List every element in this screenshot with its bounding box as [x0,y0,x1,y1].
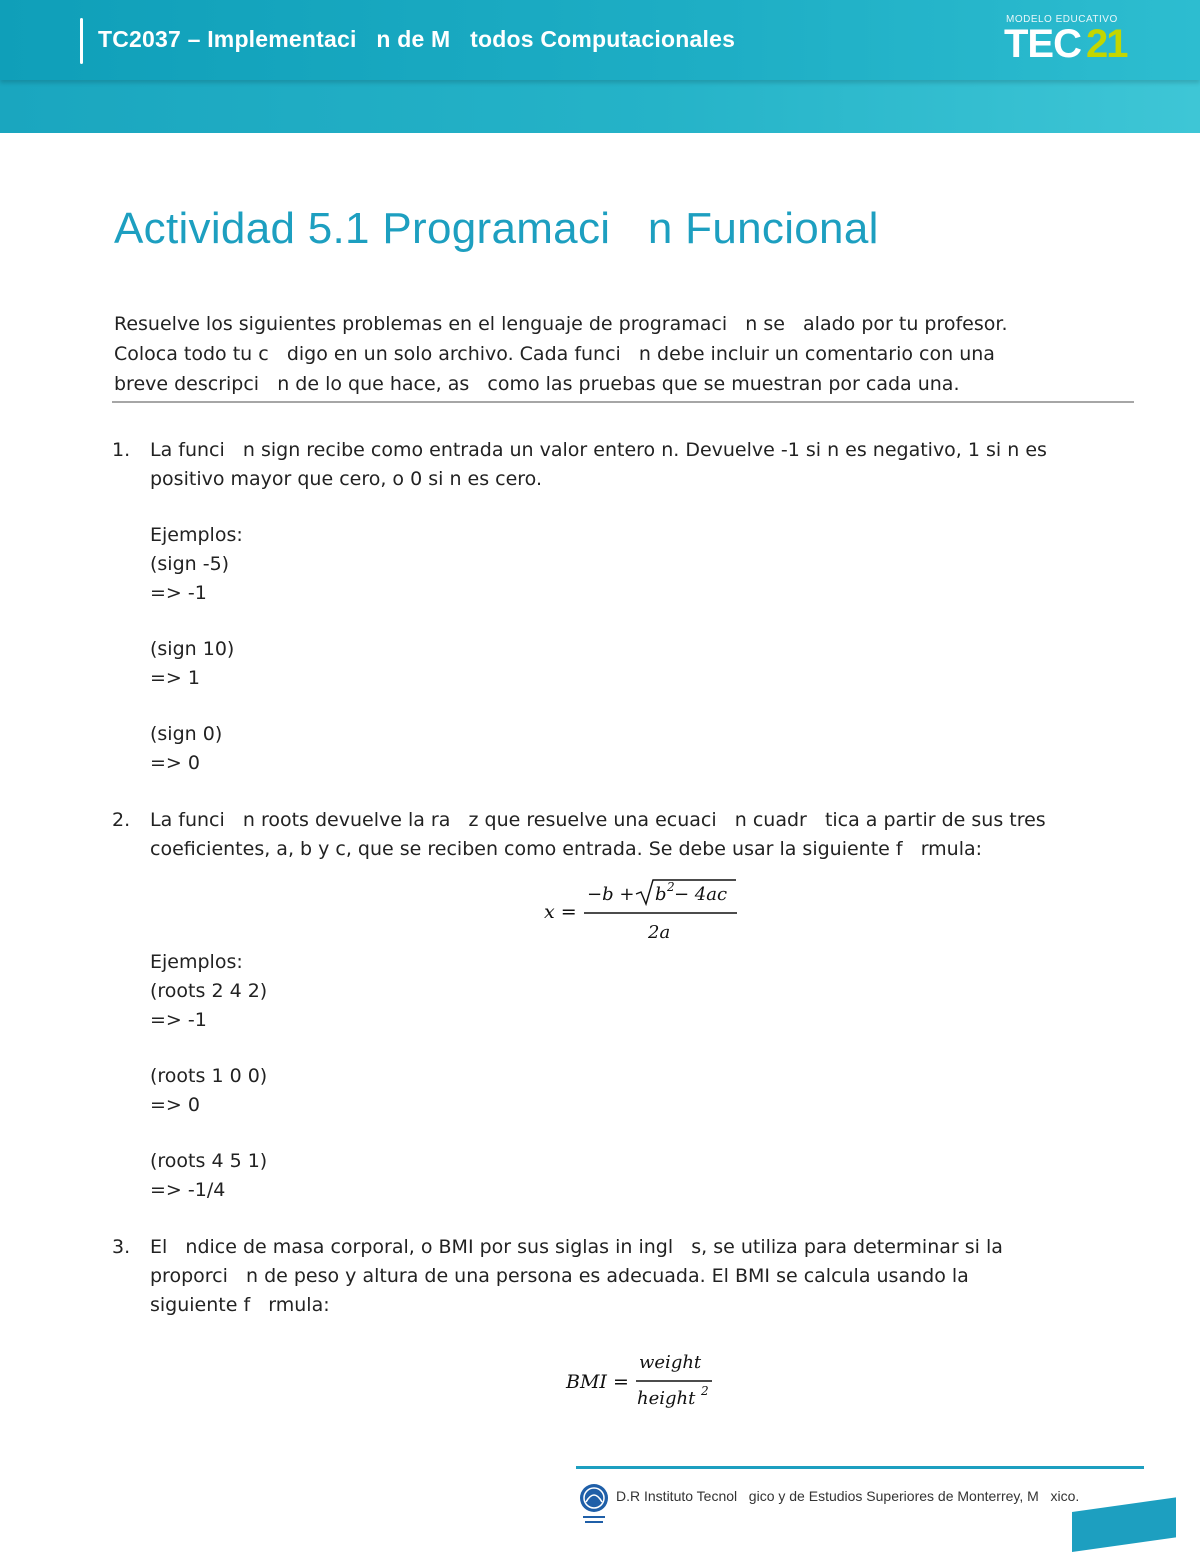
formula-denominator: height [637,1388,696,1409]
problem-1 [112,436,1122,778]
formula-denominator: 2a [648,922,671,943]
problem-list [112,436,1122,1422]
footer-copyright: D.R Instituto Tecnol gico y de Estudios Superiores de Monterrey, M xico. [616,1488,1080,1504]
problem-2 [112,806,1122,1205]
tec21-logo [1002,14,1132,66]
institution-seal-icon [577,1482,611,1526]
example-result: => -1 [150,1009,207,1031]
problem-text: positivo mayor que cero, o 0 si n es cero. [150,468,543,490]
corner-decoration [1072,1497,1176,1552]
formula-numerator-pre: −b + [587,884,635,905]
example-result: => 0 [150,1094,200,1116]
example-result: => 1 [150,667,200,689]
document-title: Actividad 5.1 Programaci n Funcional [114,204,879,253]
formula-radicand-exponent: 2 [667,880,675,894]
intro-line-1: Resuelve los siguientes problemas en el lenguaje de programaci n se alado por tu profesor. [114,313,1008,335]
formula-denominator-exponent: 2 [701,1384,709,1398]
problem-number: 3. [112,1236,131,1258]
page-header [0,0,1200,133]
example-call: (roots 2 4 2) [150,980,268,1002]
quadratic-formula-svg [150,870,950,950]
formula-radicand-post: − 4ac [674,884,728,905]
problem-number: 2. [112,809,131,831]
section-divider [112,401,1134,403]
formula-lhs: x = [544,901,577,923]
course-title: TC2037 – Implementaci n de M todos Computacionales [98,26,736,52]
logo-word: TEC [1004,22,1081,66]
examples-label: Ejemplos: [150,951,243,973]
logo-number: 21 [1086,22,1127,66]
footer-divider [576,1466,1144,1469]
problem-3 [112,1233,1122,1422]
problem-text: siguiente f rmula: [150,1294,330,1316]
example-result: => -1 [150,582,207,604]
bmi-formula-svg [150,1340,950,1420]
example-call: (sign 0) [150,723,223,745]
header-divider [80,18,83,64]
problem-text: El ndice de masa corporal, o BMI por sus siglas in ingl s, se utiliza para determinar si la [150,1236,1003,1258]
formula-numerator: weight [639,1352,702,1373]
intro-line-2: Coloca todo tu c digo en un solo archivo. Cada funci n debe incluir un comentario con una [114,343,995,365]
formula-lhs: BMI = [566,1371,629,1393]
problem-text: coeficientes, a, b y c, que se reciben como entrada. Se debe usar la siguiente f rmula: [150,838,983,860]
example-call: (roots 4 5 1) [150,1150,268,1172]
quadratic-formula [150,870,1122,948]
problem-text: La funci n roots devuelve la ra z que resuelve una ecuaci n cuadr tica a partir de sus tres [150,809,1046,831]
example-call: (sign -5) [150,553,230,575]
logo-caption: MODELO EDUCATIVO [1006,14,1118,25]
problem-text: proporci n de peso y altura de una persona es adecuada. El BMI se calcula usando la [150,1265,969,1287]
example-call: (roots 1 0 0) [150,1065,268,1087]
examples-label: Ejemplos: [150,524,243,546]
problem-text: La funci n sign recibe como entrada un valor entero n. Devuelve -1 si n es negativo, 1 si n es [150,439,1047,461]
bmi-formula [150,1340,1122,1422]
example-result: => 0 [150,752,200,774]
formula-radicand: b [655,884,667,905]
intro-paragraph [114,309,1124,399]
example-call: (sign 10) [150,638,235,660]
intro-line-3: breve descripci n de lo que hace, as como las pruebas que se muestran por cada una. [114,373,960,395]
example-result: => -1/4 [150,1179,226,1201]
problem-number: 1. [112,439,131,461]
